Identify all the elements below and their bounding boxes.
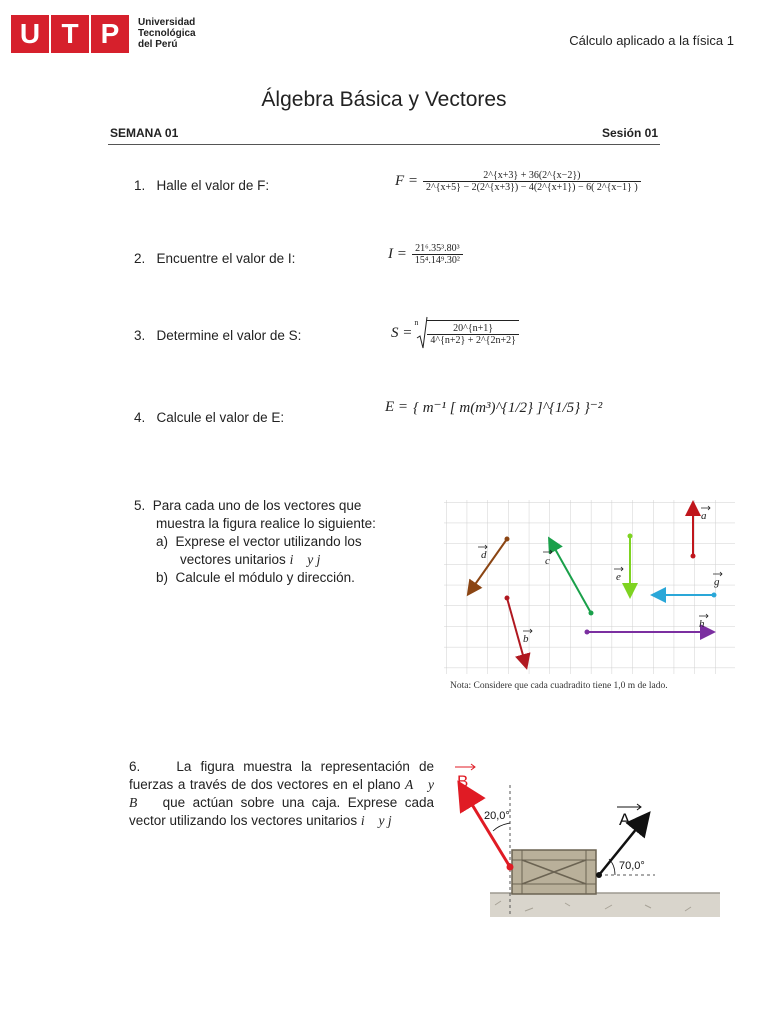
question-4: [134, 410, 284, 425]
formula-i-lhs: I =: [388, 246, 407, 262]
formula-e-lhs: E =: [385, 399, 409, 415]
formula-f-lhs: F =: [395, 173, 419, 189]
formula-s-denominator: 4^{n+2} + 2^{2n+2}: [427, 334, 519, 346]
week-label: SEMANA 01: [110, 126, 179, 140]
question-5-a-label: a): [156, 534, 169, 549]
vector-grid-figure: [444, 500, 735, 674]
session-label: Sesión 01: [601, 126, 658, 140]
vector-b-label: b: [523, 633, 529, 645]
formula-s-fraction: [427, 320, 519, 346]
question-2: [134, 251, 295, 266]
question-1: [134, 178, 269, 193]
university-name: [138, 17, 208, 50]
question-5-a-line-2: vectores unitarios: [180, 552, 286, 567]
question-4-number: 4.: [134, 410, 146, 425]
question-5-a-vars: i⃗ y j⃗: [289, 552, 331, 567]
angle-b-label: 20,0°: [484, 810, 510, 822]
formula-e: [385, 398, 602, 417]
question-6-text-2: que actúan sobre una caja. Exprese cada vector utilizando los vectores unitarios: [129, 795, 434, 828]
question-5-b-text: Calcule el módulo y dirección.: [175, 570, 355, 585]
vector-e-label: e: [616, 571, 621, 583]
formula-s-numerator: 20^{n+1}: [453, 323, 494, 334]
question-2-text: Encuentre el valor de I:: [156, 251, 296, 266]
question-5-number: 5.: [134, 498, 146, 513]
formula-s-lhs: S =: [391, 324, 413, 341]
vector-g-label: g: [714, 576, 720, 588]
header-divider: [108, 144, 660, 145]
question-5: [134, 497, 424, 587]
label-a: A: [619, 810, 631, 829]
logo-letter-u: U: [11, 15, 49, 53]
question-5-a-line-1: Exprese el vector utilizando los: [175, 534, 362, 549]
question-5-b-label: b): [156, 570, 169, 585]
vector-d-label: d: [481, 549, 487, 561]
question-1-text: Halle el valor de F:: [156, 178, 270, 193]
formula-i: [388, 243, 463, 266]
formula-i-denominator: 15⁴.14⁹.30²: [412, 254, 463, 266]
question-3-number: 3.: [134, 328, 146, 343]
vector-h-label: h: [699, 618, 705, 630]
question-5-line-1: Para cada uno de los vectores que: [152, 498, 362, 513]
formula-i-numerator: 21⁶.35³.80³: [415, 243, 460, 254]
question-5-line-2: muestra la figura realice lo siguiente:: [156, 516, 376, 531]
question-6-number: 6.: [129, 759, 141, 774]
document-title: Álgebra Básica y Vectores: [261, 88, 507, 111]
logo-letter-p: P: [91, 15, 129, 53]
question-6: [129, 758, 434, 830]
formula-f-fraction: [423, 170, 641, 193]
question-1-number: 1.: [134, 178, 146, 193]
angle-a-label: 70,0°: [619, 860, 645, 872]
formula-f: [395, 170, 641, 193]
forces-figure: [445, 755, 720, 920]
logo-letter-t: T: [51, 15, 89, 53]
question-6-unit-vars: i⃗ y j⃗: [360, 813, 403, 828]
formula-s-root-index: n: [414, 318, 419, 327]
question-6-text-1: La figura muestra la representación de fuerzas a través de dos vectores en el plano: [129, 759, 434, 792]
formula-f-numerator: 2^{x+3} + 36(2^{x−2}): [483, 170, 581, 181]
question-3-text: Determine el valor de S:: [156, 328, 302, 343]
vector-b-arrow: [462, 788, 510, 867]
formula-s-radical: [416, 316, 519, 350]
vector-a-label: a: [701, 510, 707, 522]
label-b: B: [457, 772, 469, 791]
formula-s: [391, 316, 519, 350]
question-6-vars: A⃗ y B⃗: [129, 777, 434, 810]
course-title: Cálculo aplicado a la física 1: [569, 33, 734, 48]
formula-e-expression: { m⁻¹ [ m(m³)^{1/2} ]^{1/5} }⁻²: [413, 400, 603, 416]
university-line-1: Universidad: [138, 17, 196, 28]
formula-f-denominator: 2^{x+5} − 2(2^{x+3}) − 4(2^{x+1}) − 6( 2^{x−1} ): [423, 181, 641, 193]
university-line-2: Tecnológica: [138, 28, 196, 39]
utp-logo: [11, 15, 131, 53]
vector-c-label: c: [545, 555, 550, 567]
formula-i-fraction: [412, 243, 463, 266]
question-4-text: Calcule el valor de E:: [156, 410, 285, 425]
figure-note: Nota: Considere que cada cuadradito tiene 1,0 m de lado.: [450, 681, 668, 691]
question-2-number: 2.: [134, 251, 146, 266]
university-line-3: del Perú: [138, 39, 178, 50]
question-3: [134, 328, 301, 343]
